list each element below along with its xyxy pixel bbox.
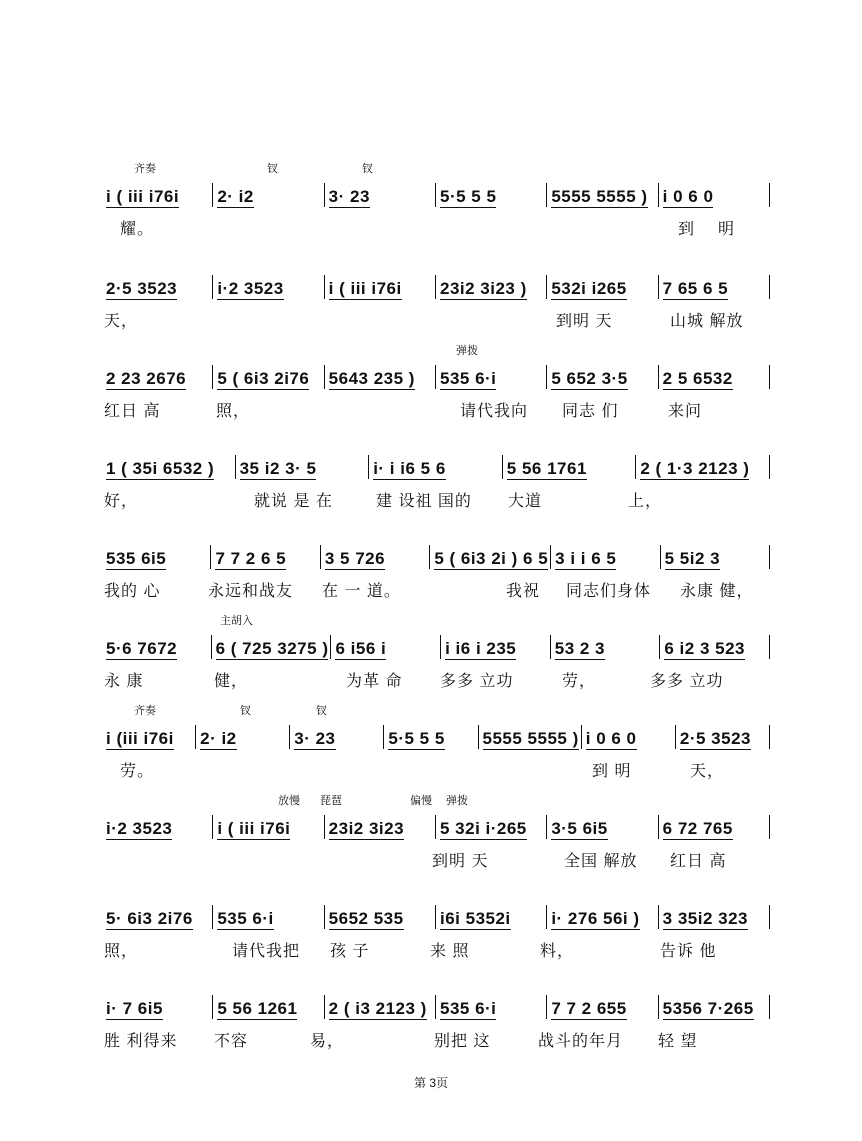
performance-annotation: 齐奏	[134, 705, 156, 717]
annotation-row	[104, 882, 772, 898]
measure	[198, 722, 289, 750]
measure	[432, 542, 550, 570]
measure	[104, 812, 212, 840]
measure	[505, 452, 636, 480]
lyric-text: 天，	[690, 763, 725, 780]
jianpu-notes: i 0 6 0	[662, 187, 714, 206]
lyric-text: 到明 天	[432, 853, 489, 870]
lyric-text: 来 照	[430, 943, 470, 960]
notation-row	[104, 902, 772, 930]
lyric-text: 红日 高	[104, 403, 161, 420]
measure	[215, 902, 323, 930]
jianpu-notes: 5 56 1261	[217, 999, 298, 1018]
performance-annotation: 偏慢	[410, 795, 432, 807]
measure	[438, 180, 546, 208]
jianpu-notes: 7 7 2 655	[551, 999, 627, 1018]
notation-row	[104, 362, 772, 390]
measure	[323, 542, 429, 570]
performance-annotation: 弹拨	[456, 345, 478, 357]
measure	[549, 272, 657, 300]
jianpu-notes: i ( iii i76i	[328, 279, 402, 298]
measure	[438, 902, 546, 930]
music-system	[104, 795, 772, 882]
measure	[661, 272, 769, 300]
jianpu-notes: 3 35i2 323	[662, 909, 748, 928]
jianpu-notes: 23i2 3i23 )	[439, 279, 527, 298]
measure	[438, 362, 546, 390]
measure	[549, 362, 657, 390]
measure	[443, 632, 550, 660]
lyric-text: 大道	[508, 493, 543, 510]
barline	[769, 905, 772, 929]
jianpu-notes: 2 ( i3 2123 )	[328, 999, 427, 1018]
barline	[769, 815, 772, 839]
lyrics-row	[104, 308, 772, 332]
lyric-text: 到 明	[592, 763, 632, 780]
jianpu-notes: 5·5 5 5	[388, 729, 445, 748]
lyrics-row	[104, 668, 772, 692]
annotation-row	[104, 160, 772, 176]
lyric-text: 明	[718, 221, 736, 238]
performance-annotation: 弹拨	[446, 795, 468, 807]
page-number: 第 3页	[413, 1076, 448, 1090]
measure	[327, 902, 435, 930]
lyric-text: 同志 们	[562, 403, 619, 420]
lyric-text: 请代我向	[460, 403, 529, 420]
jianpu-notes: 2· i2	[217, 187, 254, 206]
notation-row	[104, 272, 772, 300]
jianpu-notes: i 0 6 0	[585, 729, 637, 748]
jianpu-notes: 5 56 1761	[506, 459, 587, 478]
lyric-text: 就说 是 在	[254, 493, 333, 510]
barline	[769, 635, 772, 659]
jianpu-notes: 2·5 3523	[106, 279, 178, 298]
jianpu-notes: i· 7 6i5	[106, 999, 163, 1018]
jianpu-notes: 7 7 2 6 5	[215, 549, 287, 568]
measure	[104, 632, 211, 660]
jianpu-notes: 3· 23	[328, 187, 370, 206]
measure	[104, 180, 212, 208]
jianpu-notes: 5555 5555 )	[482, 729, 579, 748]
lyrics-row	[104, 488, 772, 512]
measure	[214, 632, 331, 660]
notation-row	[104, 812, 772, 840]
annotation-row	[104, 522, 772, 538]
annotation-row	[104, 972, 772, 988]
jianpu-notes: 535 6i5	[106, 549, 167, 568]
lyric-text: 永远和战友	[208, 583, 294, 600]
measure	[438, 272, 546, 300]
lyrics-row	[104, 938, 772, 962]
music-system	[104, 902, 772, 972]
measure	[661, 812, 769, 840]
lyric-text: 我祝	[506, 583, 541, 600]
lyric-text: 建 设祖 国的	[376, 493, 472, 510]
measure	[549, 180, 657, 208]
lyric-text: 同志们身体	[566, 583, 652, 600]
lyric-text: 照，	[104, 943, 139, 960]
jianpu-notes: 3 5 726	[324, 549, 386, 568]
lyric-text: 永 康	[104, 673, 144, 690]
measure	[327, 812, 435, 840]
lyric-text: 到明 天	[556, 313, 613, 330]
lyric-text: 战斗的年月	[538, 1033, 624, 1050]
jianpu-notes: i· i i6 5 6	[373, 459, 446, 478]
jianpu-notes: 5·6 7672	[106, 639, 178, 658]
measure	[549, 812, 657, 840]
barline	[769, 545, 772, 569]
music-system	[104, 992, 772, 1062]
annotation-row	[104, 252, 772, 268]
jianpu-notes: i·2 3523	[217, 279, 284, 298]
notation-row	[104, 180, 772, 208]
measure	[438, 812, 546, 840]
barline	[769, 455, 772, 479]
jianpu-notes: 2·5 3523	[679, 729, 751, 748]
measure	[327, 992, 435, 1020]
jianpu-notes: 5 5i2 3	[664, 549, 721, 568]
lyric-text: 山城 解放	[670, 313, 744, 330]
notation-row	[104, 992, 772, 1020]
music-system	[104, 452, 772, 522]
annotation-row	[104, 612, 772, 628]
measure	[215, 272, 323, 300]
jianpu-notes: 5 ( 6i3 2i76	[217, 369, 310, 388]
measure	[662, 632, 769, 660]
notation-row	[104, 542, 772, 570]
lyric-text: 健，	[214, 673, 249, 690]
measure	[549, 992, 657, 1020]
jianpu-notes: 5 652 3·5	[551, 369, 628, 388]
measure	[238, 452, 369, 480]
measure	[104, 362, 212, 390]
measure	[215, 812, 323, 840]
jianpu-notes: 5 ( 6i3 2i ) 6 5	[434, 549, 549, 568]
measure	[663, 542, 769, 570]
music-system	[104, 272, 772, 342]
lyric-text: 红日 高	[670, 853, 727, 870]
lyric-text: 来问	[668, 403, 703, 420]
annotation-row	[104, 702, 772, 718]
lyric-text: 易，	[310, 1033, 345, 1050]
jianpu-notes: 535 6·i	[217, 909, 274, 928]
notation-row	[104, 722, 772, 750]
measure	[292, 722, 383, 750]
jianpu-notes: 5·5 5 5	[439, 187, 497, 206]
measure	[438, 992, 546, 1020]
jianpu-notes: 3· 23	[294, 729, 336, 748]
lyric-text: 在 一 道。	[322, 583, 401, 600]
lyric-text: 不容	[214, 1033, 249, 1050]
performance-annotation: 钗	[362, 163, 373, 175]
lyric-text: 我的 心	[104, 583, 161, 600]
music-system	[104, 163, 772, 250]
jianpu-notes: 5356 7·265	[662, 999, 754, 1018]
lyric-text: 到	[678, 221, 696, 238]
lyric-text: 轻 望	[658, 1033, 698, 1050]
barline	[769, 275, 772, 299]
barline	[769, 725, 772, 749]
lyric-text: 全国 解放	[564, 853, 638, 870]
measure	[661, 902, 769, 930]
lyric-text: 照，	[216, 403, 251, 420]
measure	[327, 272, 435, 300]
jianpu-notes: 2 5 6532	[662, 369, 733, 388]
measure	[215, 362, 323, 390]
measure	[481, 722, 581, 750]
lyric-text: 天，	[104, 313, 139, 330]
barline	[769, 995, 772, 1019]
jianpu-notes: i (iii i76i	[106, 729, 174, 748]
jianpu-notes: 6 i56 i	[335, 639, 387, 658]
lyric-text: 为革 命	[346, 673, 403, 690]
measure	[638, 452, 769, 480]
jianpu-notes: 3·5 6i5	[551, 819, 608, 838]
measure	[215, 992, 323, 1020]
jianpu-notes: 23i2 3i23	[328, 819, 405, 838]
jianpu-notes: 5652 535	[328, 909, 404, 928]
measure	[549, 902, 657, 930]
performance-annotation: 钗	[240, 705, 251, 717]
jianpu-notes: 35 i2 3· 5	[239, 459, 317, 478]
measure	[104, 452, 235, 480]
measure	[213, 542, 319, 570]
jianpu-notes: i i6 i 235	[445, 639, 517, 658]
lyric-text: 劳。	[120, 763, 155, 780]
performance-annotation: 放慢	[278, 795, 300, 807]
jianpu-notes: i6i 5352i	[439, 909, 511, 928]
measure	[661, 992, 769, 1020]
measure	[386, 722, 477, 750]
measure	[104, 992, 212, 1020]
performance-annotation: 琵琶	[320, 795, 342, 807]
jianpu-notes: 532i i265	[551, 279, 627, 298]
jianpu-notes: 7 65 6 5	[662, 279, 729, 298]
measure	[333, 632, 440, 660]
lyric-text: 孩 子	[330, 943, 370, 960]
measure	[104, 902, 212, 930]
lyric-text: 好，	[104, 493, 139, 510]
lyric-text: 胜 利得来	[104, 1033, 178, 1050]
jianpu-notes: 2 ( 1·3 2123 )	[640, 459, 750, 478]
notation-row	[104, 452, 772, 480]
measure	[371, 452, 502, 480]
jianpu-notes: 6 72 765	[662, 819, 733, 838]
annotation-row	[104, 342, 772, 358]
jianpu-notes: 2 23 2676	[106, 369, 187, 388]
jianpu-notes: i· 276 56i )	[551, 909, 640, 928]
measure	[678, 722, 769, 750]
lyric-text: 别把 这	[434, 1033, 491, 1050]
jianpu-notes: 3 i i 6 5	[555, 549, 617, 568]
lyrics-row	[104, 216, 772, 240]
jianpu-notes: 5 32i i·265	[439, 819, 527, 838]
jianpu-notes: 535 6·i	[439, 369, 497, 388]
lyric-text: 劳，	[562, 673, 597, 690]
lyrics-row	[104, 1028, 772, 1052]
measure	[104, 542, 210, 570]
measure	[104, 272, 212, 300]
lyric-text: 料，	[540, 943, 575, 960]
measure	[327, 362, 435, 390]
performance-annotation: 钗	[267, 163, 278, 175]
music-system	[104, 542, 772, 612]
jianpu-notes: 5643 235 )	[328, 369, 415, 388]
jianpu-notes: i ( iii i76i	[217, 819, 291, 838]
jianpu-notes: 535 6·i	[439, 999, 497, 1018]
jianpu-notes: 6 ( 725 3275 )	[215, 639, 329, 658]
measure	[553, 542, 659, 570]
jianpu-notes: i·2 3523	[106, 819, 173, 838]
performance-annotation: 钗	[316, 705, 327, 717]
lyrics-row	[104, 578, 772, 602]
notation-row	[104, 632, 772, 660]
lyric-text: 多多 立功	[440, 673, 514, 690]
lyrics-row	[104, 398, 772, 422]
performance-annotation: 主胡入	[220, 615, 253, 627]
jianpu-notes: 53 2 3	[554, 639, 605, 658]
measure	[584, 722, 675, 750]
annotation-row	[104, 792, 772, 808]
lyrics-row	[104, 848, 772, 872]
annotation-row	[104, 432, 772, 448]
music-system	[104, 345, 772, 432]
measure	[553, 632, 660, 660]
jianpu-notes: 5555 5555 )	[551, 187, 648, 206]
barline	[769, 365, 772, 389]
measure	[215, 180, 323, 208]
lyric-text: 上，	[628, 493, 663, 510]
measure	[661, 362, 769, 390]
lyric-text: 告诉 他	[660, 943, 717, 960]
measure	[327, 180, 435, 208]
music-system	[104, 705, 772, 792]
jianpu-notes: 1 ( 35i 6532 )	[106, 459, 215, 478]
lyric-text: 耀。	[120, 221, 155, 238]
music-system	[104, 615, 772, 702]
lyrics-row	[104, 758, 772, 782]
measure	[104, 722, 195, 750]
lyric-text: 多多 立功	[650, 673, 724, 690]
jianpu-notes: 5· 6i3 2i76	[106, 909, 193, 928]
performance-annotation: 齐奏	[134, 163, 156, 175]
lyric-text: 永康 健，	[680, 583, 754, 600]
barline	[769, 183, 772, 207]
jianpu-notes: i ( iii i76i	[106, 187, 180, 206]
jianpu-notes: 2· i2	[200, 729, 237, 748]
jianpu-notes: 6 i2 3 523	[664, 639, 745, 658]
lyric-text: 请代我把	[232, 943, 301, 960]
measure	[661, 180, 769, 208]
